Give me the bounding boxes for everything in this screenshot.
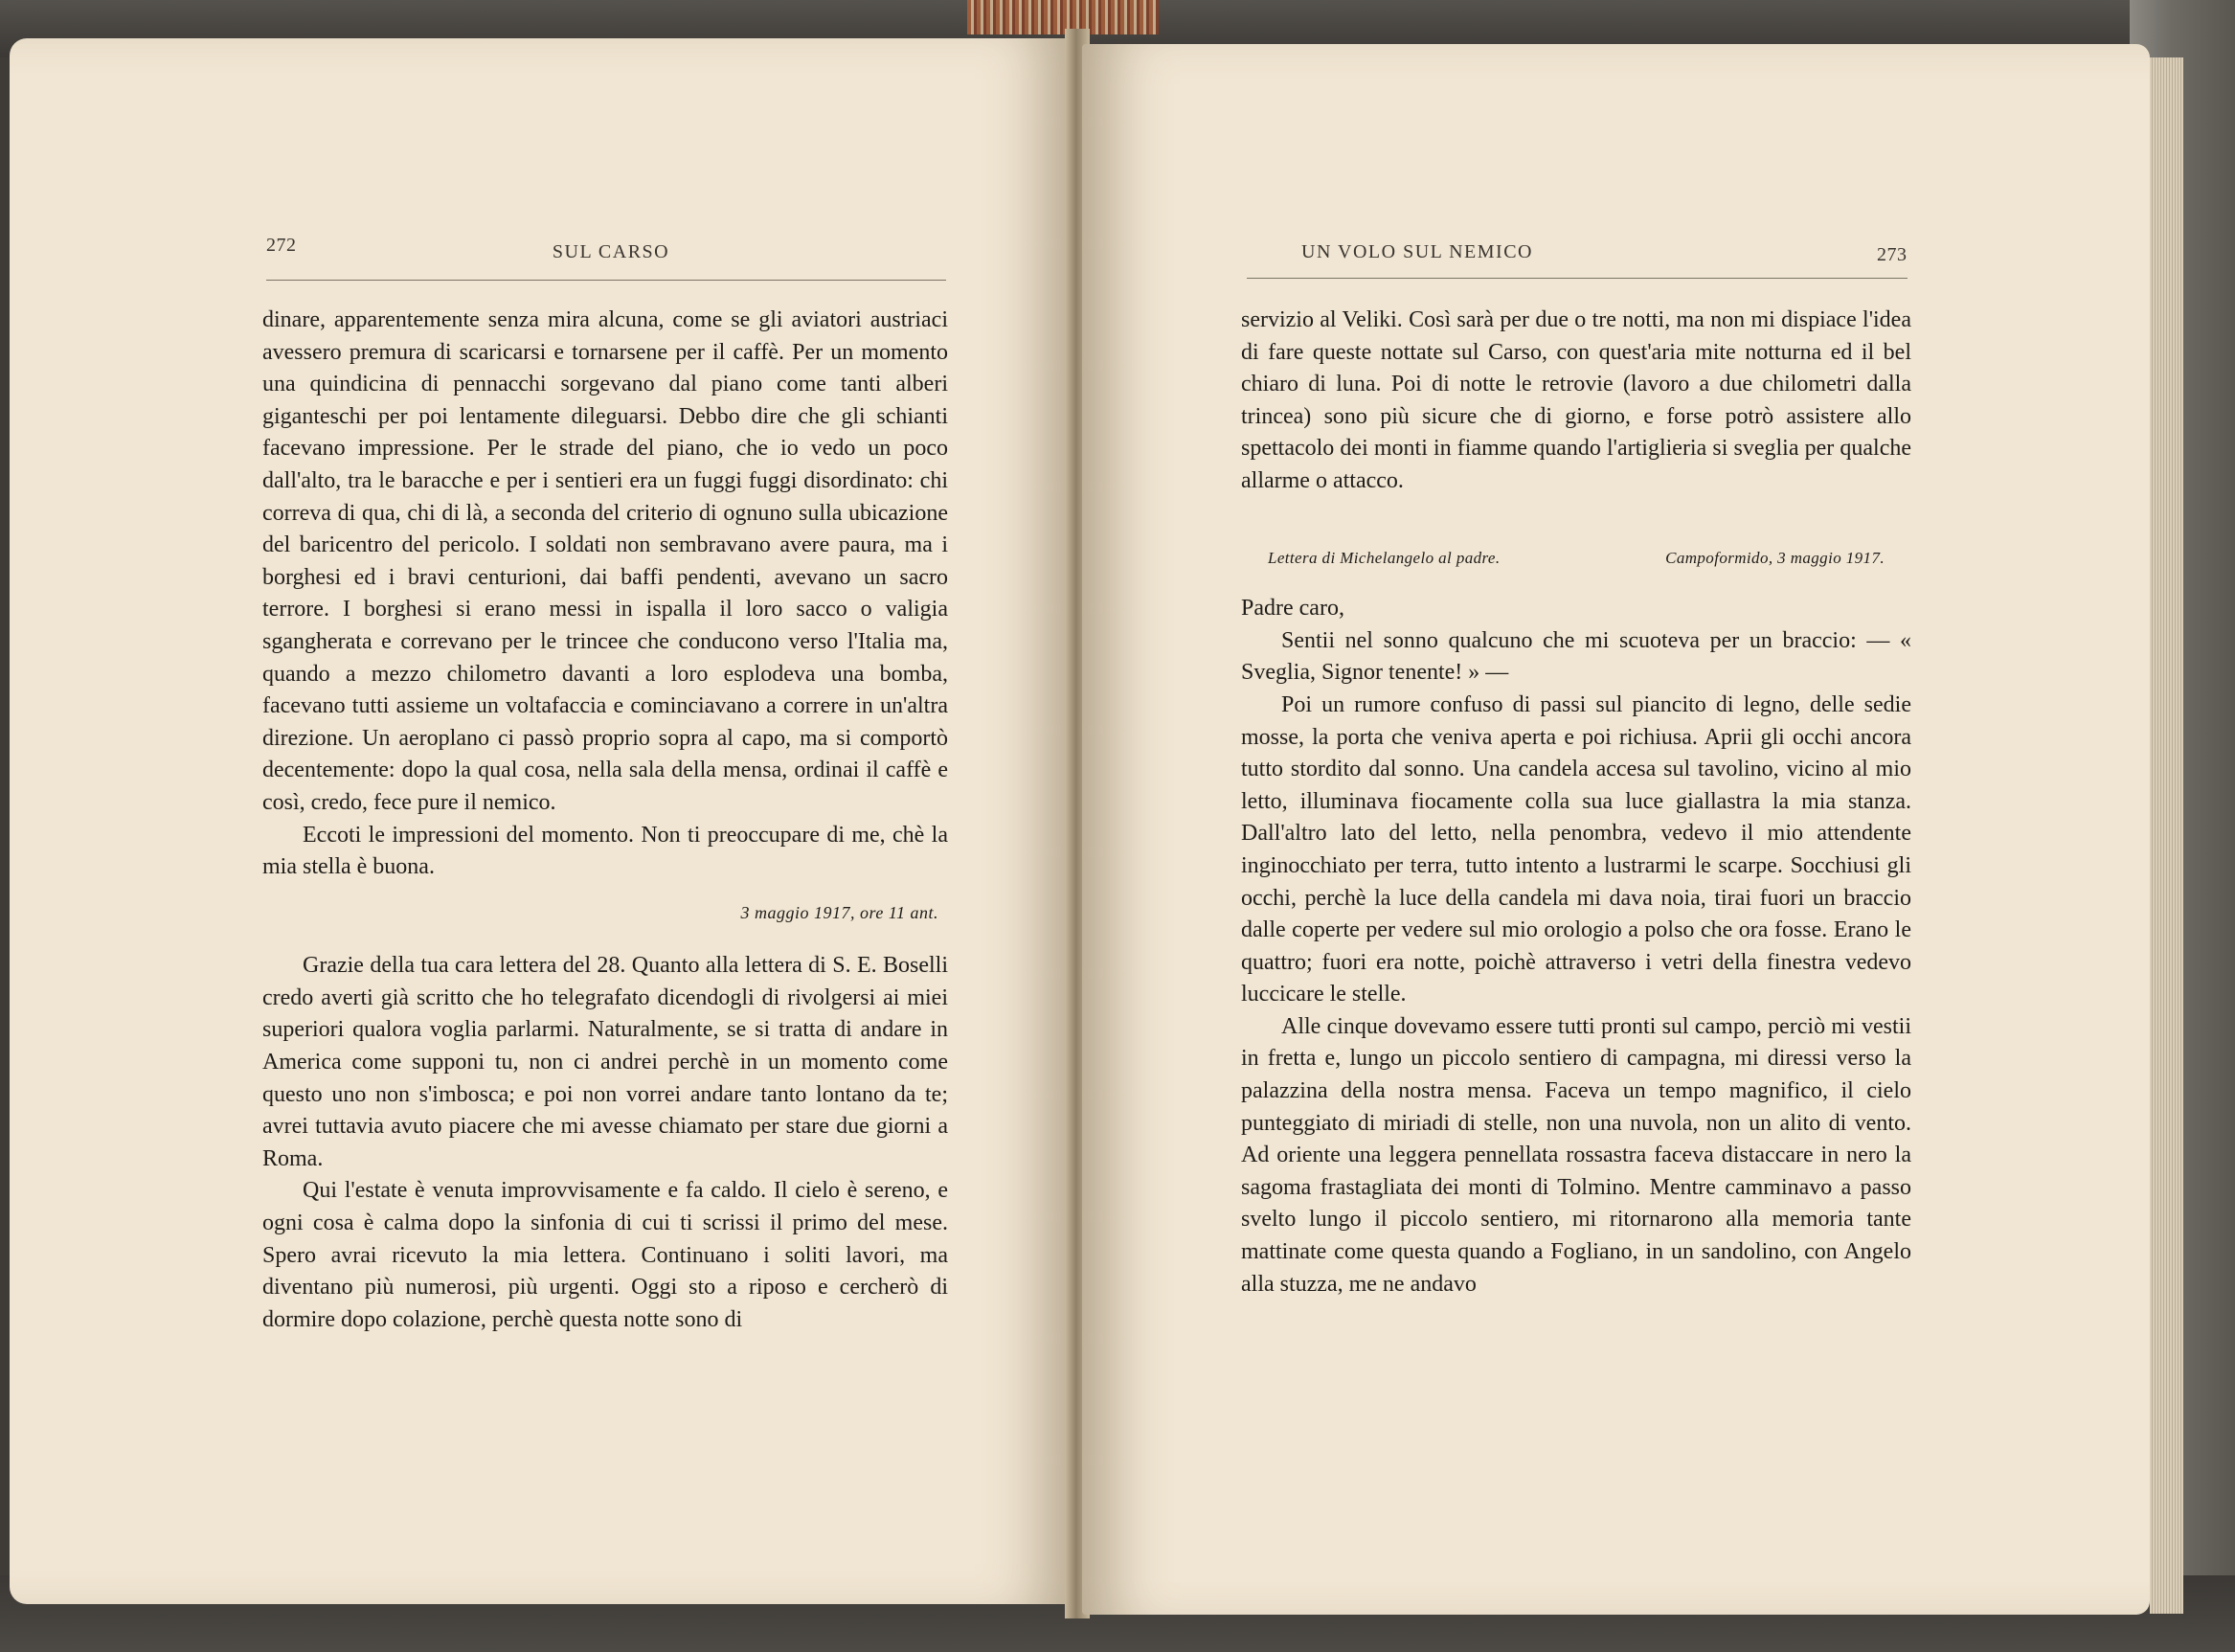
left-page-number: 272 [266, 235, 297, 256]
right-header-rule [1247, 278, 1908, 279]
right-body-text [1241, 305, 1911, 1301]
letter-heading-line [1241, 542, 1911, 575]
left-page [10, 38, 1072, 1604]
right-page [1082, 44, 2150, 1615]
left-paragraph-2: Eccoti le impressioni del momento. Non ti preoccupare di me, chè la mia stella è buona. [262, 822, 948, 880]
left-paragraph-3: Grazie della tua cara lettera del 28. Quanto alla lettera di S. E. Boselli credo averti già scritto che ho telegrafato dicendogli di rivolgersi ai miei superiori qualora voglia parlarmi. Naturalmente, se si tratta di andare in America come supponi tu, non ci andrei perchè in un momento come questo uno non s'imbosca; e poi non vorrei andare tanto lontano da te; avrei tuttavia avuto piacere che mi avesse chiamato per stare due giorni a Roma. [262, 953, 948, 1171]
right-paragraph-2: Sentii nel sonno qualcuno che mi scuoteva per un braccio: — « Sveglia, Signor tenente! » — [1241, 627, 1911, 686]
left-header-rule [266, 280, 946, 281]
left-paragraph-4: Qui l'estate è venuta improvvisamente e fa caldo. Il cielo è sereno, e ogni cosa è calma dopo la sinfonia di cui ti scrissi il primo del mese. Spero avrai ricevuto la mia lettera. Continuano i soliti lavori, ma diventano più numerosi, più urgenti. Oggi sto a riposo e cercherò di dormire dopo colazione, perchè questa notte sono di [262, 1178, 948, 1332]
left-paragraph-1: dinare, apparentemente senza mira alcuna, come se gli aviatori austriaci avessero premura di scaricarsi e tornarsene per il caffè. Per un momento una quindicina di pennacchi sorgevano dal piano come tanti alberi giganteschi per poi lentamente dileguarsi. Debbo dire che gli schianti facevano impressione. Per le strade del piano, che io vedo un poco dall'alto, tra le baracche e per i sentieri era un fuggi fuggi disordinato: chi correva di qua, chi di là, a seconda del criterio di ognuno sulla ubicazione del baricentro del pericolo. I soldati non sembravano avere paura, ma i borghesi ed i bravi centurioni, dai baffi pendenti, avevano un sacro terrore. I borghesi si erano messi in ispalla il loro sacco o valigia sgangherata e correvano per le trincee che conducono verso l'Italia ma, quando a mezzo chilometro davanti a loro esplodeva una bomba, facevano tutti assieme un voltafaccia e cominciavano a correre in un'altra direzione. Un aeroplano ci passò proprio sopra al capo, ma si comportò decentemente: dopo la qual cosa, nella sala della mensa, ordinai il caffè e così, credo, fece pure il nemico. [262, 307, 948, 815]
left-running-head: SUL CARSO [552, 241, 670, 262]
letter-heading: Lettera di Michelangelo al padre. [1268, 548, 1501, 567]
letter-salutation: Padre caro, [1241, 596, 1344, 622]
right-page-number: 273 [1877, 244, 1908, 265]
right-running-head: UN VOLO SUL NEMICO [1301, 241, 1533, 262]
right-paragraph-1: servizio al Veliki. Così sarà per due o tre notti, ma non mi dispiace l'idea di fare queste nottate sul Carso, con quest'aria mite notturna ed il bel chiaro di luna. Poi di notte le retrovie (lavoro a due chilometri dalla trincea) sono più sicure che di giorno, e forse potrò assistere allo spettacolo dei monti in fiamme quando l'artiglieria si sveglia per qualche allarme o attacco. [1241, 307, 1911, 493]
right-paragraph-4: Alle cinque dovevamo essere tutti pronti sul campo, perciò mi vestii in fretta e, lungo un piccolo sentiero di campagna, mi diressi verso la palazzina della nostra mensa. Faceva un tempo magnifico, il cielo punteggiato di miriadi di stelle, non una nuvola, non un alito di vento. Ad oriente una leggera pennellata rossastra faceva distaccare in nero la sagoma frastagliata dei monti di Tolmino. Mentre camminavo a passo svelto lungo il piccolo sentiero, mi ritornarono alla memoria tante mattinate come questa quando a Fogliano, in un sandolino, con Angelo alla stuzza, me ne andavo [1241, 1013, 1911, 1297]
left-dateline: 3 maggio 1917, ore 11 ant. [740, 902, 938, 922]
letter-place-date: Campoformido, 3 maggio 1917. [1665, 548, 1885, 567]
right-paragraph-3: Poi un rumore confuso di passi sul piancito di legno, delle sedie mosse, la porta che veniva aperta e poi richiusa. Aprii gli occhi ancora tutto stordito dal sonno. Una candela accesa sul tavolino, vicino al mio letto, illuminava fiocamente colla sua luce giallastra la mia stanza. Dall'altro lato del letto, nella penombra, vedevo il mio attendente inginocchiato per terra, tutto intento a lustrarmi le scarpe. Socchiusi gli occhi, perchè la luce della candela mi dava noia, tirai fuori un braccio dalle coperte per vedere sul mio orologio a polso che ora fosse. Erano le quattro; fuori era notte, poichè attraverso i vetri della finestra vedevo luccicare le stelle. [1241, 691, 1911, 1007]
page-edges [2150, 57, 2183, 1614]
spine-headband [967, 0, 1159, 34]
left-body-text [262, 305, 948, 1336]
